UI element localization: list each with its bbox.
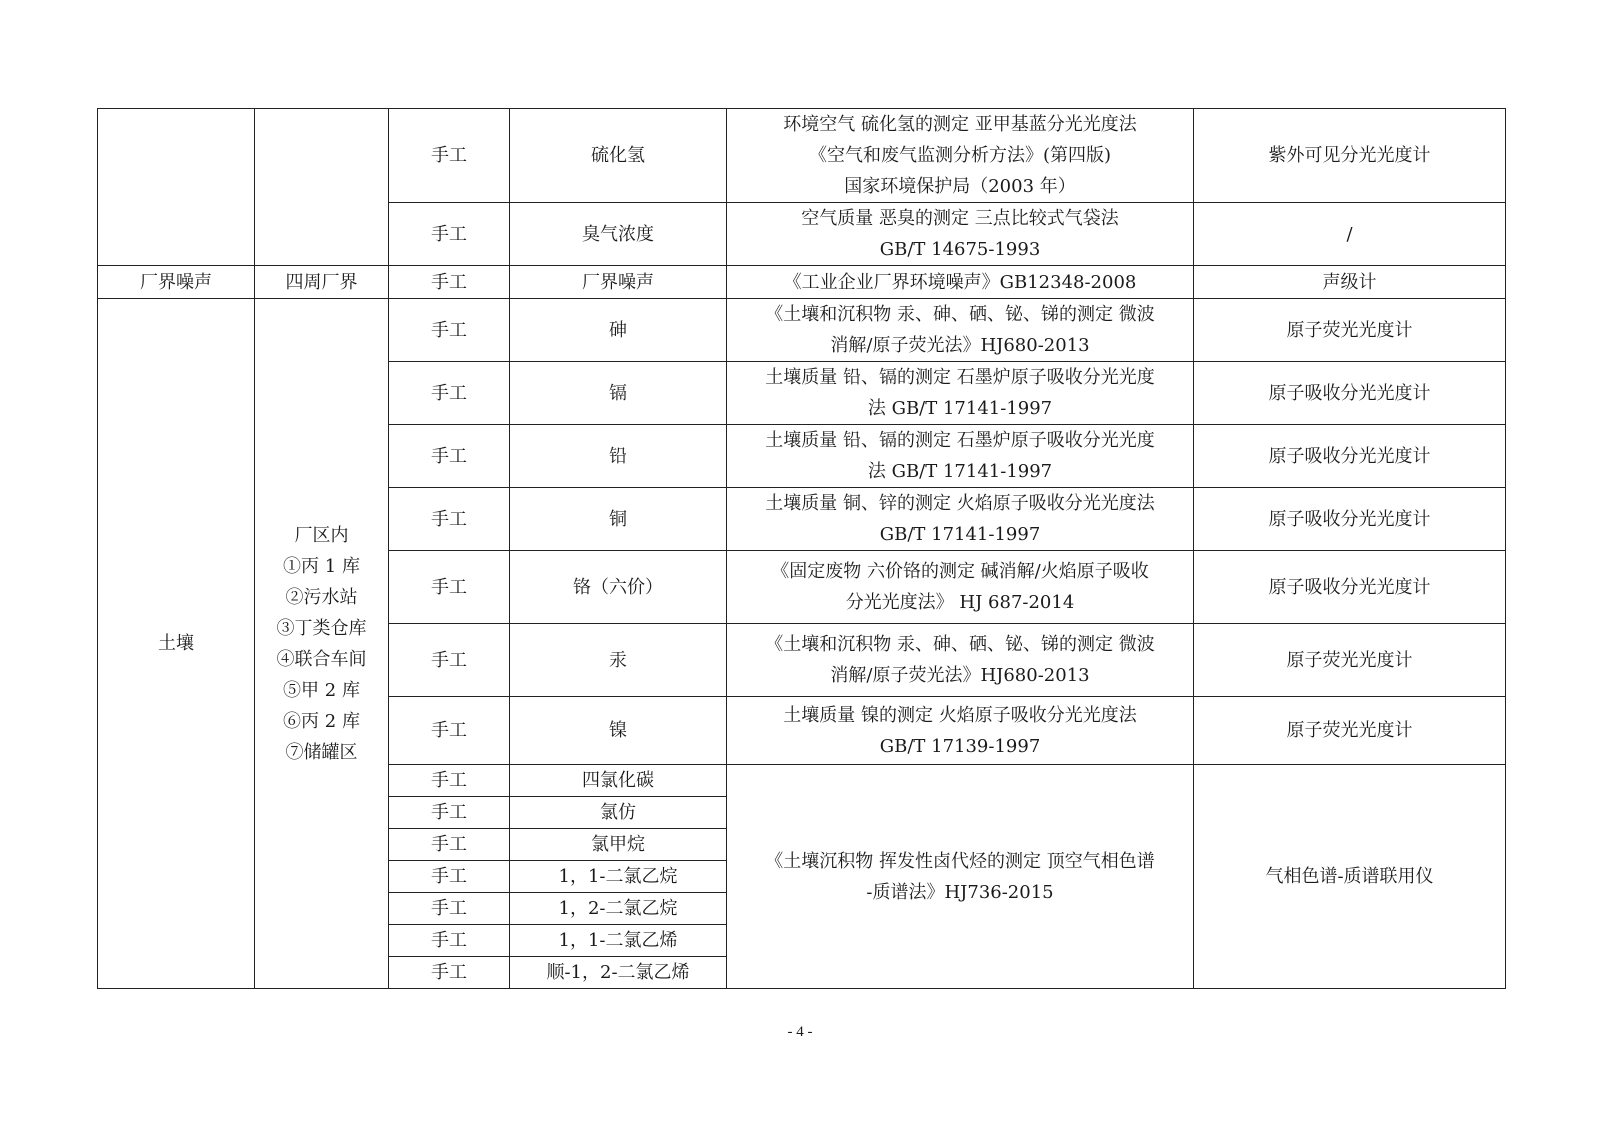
- mode-cell: 手工: [389, 861, 510, 893]
- method-line: 土壤质量 铜、锌的测定 火焰原子吸收分光光度法: [765, 493, 1155, 514]
- method-line: 土壤质量 铅、镉的测定 石墨炉原子吸收分光光度: [765, 367, 1155, 388]
- mode-cell: 手工: [389, 829, 510, 861]
- method-cell: [727, 624, 1194, 697]
- monitoring-methods-table: [97, 108, 1506, 989]
- mode-cell: 手工: [389, 109, 510, 203]
- method-line: 《土壤和沉积物 汞、砷、硒、铋、锑的测定 微波: [765, 634, 1155, 655]
- method-cell: [727, 551, 1194, 624]
- location-line: ⑤甲 2 库: [283, 679, 360, 701]
- item-cell: 硫化氢: [510, 109, 727, 203]
- item-cell: 铅: [510, 425, 727, 488]
- method-cell: [727, 362, 1194, 425]
- page-number: - 4 -: [787, 1024, 813, 1040]
- mode-cell: 手工: [389, 551, 510, 624]
- instrument-cell: 原子吸收分光光度计: [1194, 362, 1506, 425]
- method-line: 《土壤沉积物 挥发性卤代烃的测定 顶空气相色谱: [765, 850, 1155, 872]
- mode-cell: 手工: [389, 797, 510, 829]
- item-cell: 1，1-二氯乙烯: [510, 925, 727, 957]
- method-line: GB/T 17139-1997: [879, 735, 1041, 757]
- method-cell: [727, 697, 1194, 765]
- location-line: 厂区内: [294, 524, 349, 546]
- item-cell: 铬（六价）: [510, 551, 727, 624]
- method-cell: [727, 109, 1194, 203]
- instrument-cell: 原子荧光光度计: [1194, 624, 1506, 697]
- category-cell: 厂界噪声: [98, 266, 255, 299]
- instrument-cell: 气相色谱-质谱联用仪: [1194, 765, 1506, 989]
- location-line: ⑥丙 2 库: [283, 710, 360, 732]
- mode-cell: 手工: [389, 488, 510, 551]
- item-cell: 镍: [510, 697, 727, 765]
- item-cell: 砷: [510, 299, 727, 362]
- mode-cell: 手工: [389, 299, 510, 362]
- mode-cell: 手工: [389, 893, 510, 925]
- method-line: 法 GB/T 17141-1997: [867, 398, 1053, 419]
- mode-cell: 手工: [389, 425, 510, 488]
- method-cell: [727, 488, 1194, 551]
- method-line: 土壤质量 铅、镉的测定 石墨炉原子吸收分光光度: [765, 430, 1155, 451]
- mode-cell: 手工: [389, 697, 510, 765]
- method-line: 《空气和废气监测分析方法》(第四版): [808, 145, 1112, 166]
- instrument-cell: 声级计: [1194, 266, 1506, 299]
- location-line: ⑦储罐区: [285, 741, 358, 763]
- mode-cell: 手工: [389, 266, 510, 299]
- location-line: ①丙 1 库: [283, 555, 360, 577]
- location-cell: 四周厂界: [255, 266, 389, 299]
- mode-cell: 手工: [389, 957, 510, 989]
- location-line: ③丁类仓库: [276, 617, 367, 639]
- location-cell-empty: [255, 109, 389, 266]
- method-cell: [727, 425, 1194, 488]
- method-cell: 《工业企业厂界环境噪声》GB12348-2008: [727, 266, 1194, 299]
- method-line: -质谱法》HJ736-2015: [866, 881, 1054, 903]
- instrument-cell: 原子吸收分光光度计: [1194, 551, 1506, 624]
- item-cell: 铜: [510, 488, 727, 551]
- method-line: 消解/原子荧光法》HJ680-2013: [830, 335, 1090, 356]
- category-cell-empty: [98, 109, 255, 266]
- method-line: 消解/原子荧光法》HJ680-2013: [830, 665, 1090, 686]
- item-cell: 1，2-二氯乙烷: [510, 893, 727, 925]
- method-line: 《土壤和沉积物 汞、砷、硒、铋、锑的测定 微波: [765, 304, 1155, 325]
- mode-cell: 手工: [389, 624, 510, 697]
- mode-cell: 手工: [389, 203, 510, 266]
- table-row: [98, 299, 1506, 362]
- item-cell: 四氯化碳: [510, 765, 727, 797]
- table-row: [98, 266, 1506, 299]
- item-cell: 氯甲烷: [510, 829, 727, 861]
- item-cell: 臭气浓度: [510, 203, 727, 266]
- item-cell: 镉: [510, 362, 727, 425]
- location-line: ②污水站: [285, 586, 358, 608]
- item-cell: 氯仿: [510, 797, 727, 829]
- method-line: 国家环境保护局（2003 年）: [844, 176, 1076, 197]
- method-line: 空气质量 恶臭的测定 三点比较式气袋法: [801, 208, 1119, 229]
- item-cell: 1，1-二氯乙烷: [510, 861, 727, 893]
- method-line: 《固定废物 六价铬的测定 碱消解/火焰原子吸收: [771, 561, 1149, 582]
- location-cell: [255, 299, 389, 989]
- method-cell: [727, 203, 1194, 266]
- mode-cell: 手工: [389, 765, 510, 797]
- method-line: 分光光度法》 HJ 687-2014: [845, 592, 1075, 613]
- instrument-cell: 原子荧光光度计: [1194, 299, 1506, 362]
- table-row: [98, 109, 1506, 203]
- method-line: 土壤质量 镍的测定 火焰原子吸收分光光度法: [783, 704, 1137, 726]
- method-cell: [727, 299, 1194, 362]
- instrument-cell: 原子吸收分光光度计: [1194, 488, 1506, 551]
- item-cell: 厂界噪声: [510, 266, 727, 299]
- instrument-cell: 原子荧光光度计: [1194, 697, 1506, 765]
- instrument-cell: 紫外可见分光光度计: [1194, 109, 1506, 203]
- method-line: GB/T 14675-1993: [879, 239, 1041, 260]
- item-cell: 顺-1，2-二氯乙烯: [510, 957, 727, 989]
- mode-cell: 手工: [389, 925, 510, 957]
- method-cell: [727, 765, 1194, 989]
- location-line: ④联合车间: [276, 648, 367, 670]
- category-cell: 土壤: [98, 299, 255, 989]
- method-line: GB/T 17141-1997: [879, 524, 1041, 545]
- method-line: 环境空气 硫化氢的测定 亚甲基蓝分光光度法: [783, 114, 1137, 135]
- item-cell: 汞: [510, 624, 727, 697]
- method-line: 法 GB/T 17141-1997: [867, 461, 1053, 482]
- mode-cell: 手工: [389, 362, 510, 425]
- instrument-cell: 原子吸收分光光度计: [1194, 425, 1506, 488]
- instrument-cell: /: [1194, 203, 1506, 266]
